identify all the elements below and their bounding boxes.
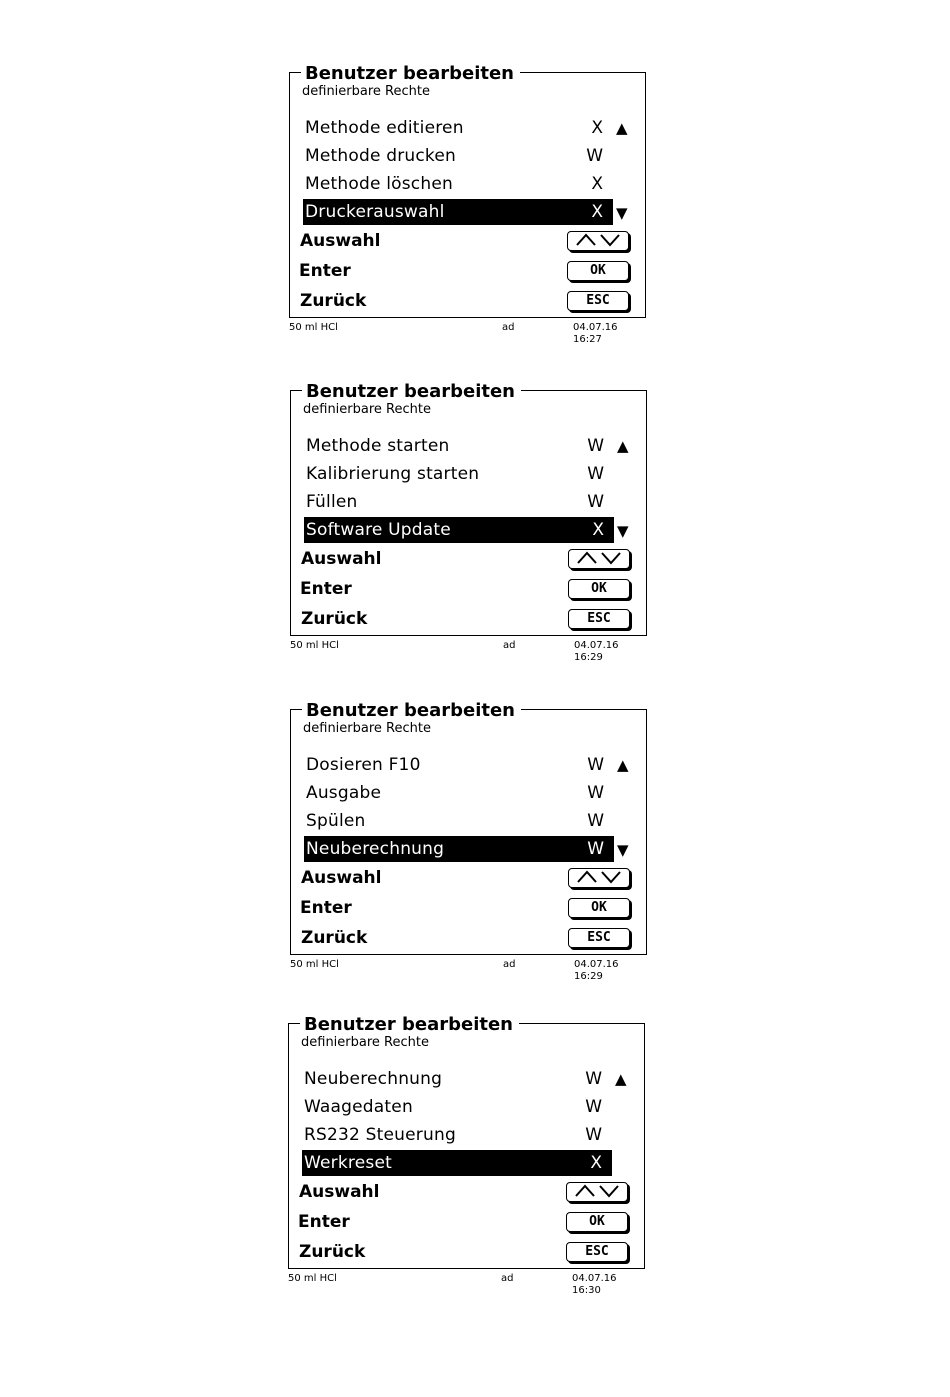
rights-row-label: Software Update — [306, 520, 451, 540]
rights-row[interactable] — [304, 808, 614, 834]
rights-row[interactable] — [304, 752, 614, 778]
rights-row-label: RS232 Steuerung — [304, 1125, 456, 1145]
screen-subtitle: definierbare Rechte — [301, 1035, 429, 1050]
esc-button[interactable]: ESC — [568, 928, 630, 948]
screen-subtitle: definierbare Rechte — [302, 84, 430, 99]
triangle-down-icon[interactable]: ▼ — [616, 204, 628, 222]
screen-title: Benutzer bearbeiten — [300, 1015, 519, 1035]
action-label-select: Auswahl — [301, 868, 382, 888]
rights-row-label: Druckerauswahl — [305, 202, 445, 222]
up-down-arrows-icon[interactable] — [566, 1182, 628, 1202]
action-label-back: Zurück — [299, 1242, 366, 1262]
rights-row[interactable] — [304, 489, 614, 515]
esc-button[interactable]: ESC — [567, 291, 629, 311]
status-method: 50 ml HCl — [290, 640, 339, 651]
rights-row-value: W — [587, 783, 604, 803]
rights-row[interactable] — [304, 780, 614, 806]
rights-row-value: X — [591, 202, 603, 222]
rights-row-value: W — [587, 811, 604, 831]
ok-button[interactable]: OK — [566, 1212, 628, 1232]
action-label-enter: Enter — [299, 261, 351, 281]
status-datetime: 04.07.16 16:27 — [573, 322, 618, 345]
rights-row-label: Neuberechnung — [306, 839, 445, 859]
rights-row[interactable] — [303, 143, 613, 169]
rights-row-label: Werkreset — [304, 1153, 392, 1173]
screen-title: Benutzer bearbeiten — [302, 382, 521, 402]
screen-3 — [290, 700, 650, 982]
action-label-back: Zurück — [300, 291, 367, 311]
rights-row-value: X — [592, 520, 604, 540]
up-down-arrows-icon[interactable] — [568, 549, 630, 569]
ok-button[interactable]: OK — [567, 261, 629, 281]
rights-row-value: X — [590, 1153, 602, 1173]
rights-row-label: Ausgabe — [306, 783, 382, 803]
rights-row[interactable] — [304, 433, 614, 459]
rights-row-value: W — [587, 436, 604, 456]
rights-row-label: Kalibrierung starten — [306, 464, 480, 484]
rights-row-selected[interactable] — [304, 517, 614, 543]
status-method: 50 ml HCl — [290, 959, 339, 970]
triangle-up-icon[interactable]: ▲ — [616, 119, 628, 137]
triangle-up-icon[interactable]: ▲ — [615, 1070, 627, 1088]
rights-row-value: X — [591, 174, 603, 194]
rights-row[interactable] — [303, 115, 613, 141]
screen-subtitle: definierbare Rechte — [303, 402, 431, 417]
rights-row[interactable] — [302, 1122, 612, 1148]
status-user: ad — [503, 959, 516, 970]
status-datetime: 04.07.16 16:29 — [574, 959, 619, 982]
status-method: 50 ml HCl — [288, 1273, 337, 1284]
rights-row-selected[interactable] — [304, 836, 614, 862]
esc-button[interactable]: ESC — [566, 1242, 628, 1262]
rights-row-label: Methode starten — [306, 436, 450, 456]
rights-row-value: W — [585, 1069, 602, 1089]
rights-row-value: W — [587, 492, 604, 512]
rights-row[interactable] — [302, 1066, 612, 1092]
triangle-up-icon[interactable]: ▲ — [617, 756, 629, 774]
triangle-up-icon[interactable]: ▲ — [617, 437, 629, 455]
ok-button[interactable]: OK — [568, 898, 630, 918]
rights-row[interactable] — [302, 1094, 612, 1120]
rights-row-value: W — [587, 755, 604, 775]
action-label-back: Zurück — [301, 928, 368, 948]
screen-title: Benutzer bearbeiten — [302, 701, 521, 721]
triangle-down-icon[interactable]: ▼ — [617, 841, 629, 859]
status-user: ad — [501, 1273, 514, 1284]
action-label-select: Auswahl — [301, 549, 382, 569]
rights-row-value: W — [585, 1097, 602, 1117]
rights-row-label: Füllen — [306, 492, 358, 512]
rights-row-label: Methode drucken — [305, 146, 456, 166]
status-method: 50 ml HCl — [289, 322, 338, 333]
screen-1 — [289, 63, 649, 345]
up-down-arrows-icon[interactable] — [567, 231, 629, 251]
rights-row-label: Neuberechnung — [304, 1069, 443, 1089]
rights-row-selected[interactable] — [302, 1150, 612, 1176]
rights-row-label: Dosieren F10 — [306, 755, 421, 775]
rights-row-label: Methode editieren — [305, 118, 464, 138]
rights-row-value: W — [585, 1125, 602, 1145]
status-user: ad — [502, 322, 515, 333]
rights-row-value: X — [591, 118, 603, 138]
screen-subtitle: definierbare Rechte — [303, 721, 431, 736]
esc-button[interactable]: ESC — [568, 609, 630, 629]
rights-row-value: W — [586, 146, 603, 166]
rights-row-value: W — [587, 464, 604, 484]
triangle-down-icon[interactable]: ▼ — [617, 522, 629, 540]
up-down-arrows-icon[interactable] — [568, 868, 630, 888]
rights-row-label: Waagedaten — [304, 1097, 413, 1117]
rights-row-value: W — [587, 839, 604, 859]
action-label-enter: Enter — [300, 579, 352, 599]
action-label-select: Auswahl — [300, 231, 381, 251]
action-label-back: Zurück — [301, 609, 368, 629]
rights-row-selected[interactable] — [303, 199, 613, 225]
screen-title: Benutzer bearbeiten — [301, 64, 520, 84]
status-datetime: 04.07.16 16:29 — [574, 640, 619, 663]
rights-row-label: Spülen — [306, 811, 366, 831]
status-datetime: 04.07.16 16:30 — [572, 1273, 617, 1296]
screen-4 — [288, 1014, 648, 1296]
rights-row[interactable] — [303, 171, 613, 197]
rights-row-label: Methode löschen — [305, 174, 453, 194]
action-label-enter: Enter — [298, 1212, 350, 1232]
action-label-enter: Enter — [300, 898, 352, 918]
ok-button[interactable]: OK — [568, 579, 630, 599]
status-user: ad — [503, 640, 516, 651]
rights-row[interactable] — [304, 461, 614, 487]
screen-2 — [290, 381, 650, 663]
action-label-select: Auswahl — [299, 1182, 380, 1202]
